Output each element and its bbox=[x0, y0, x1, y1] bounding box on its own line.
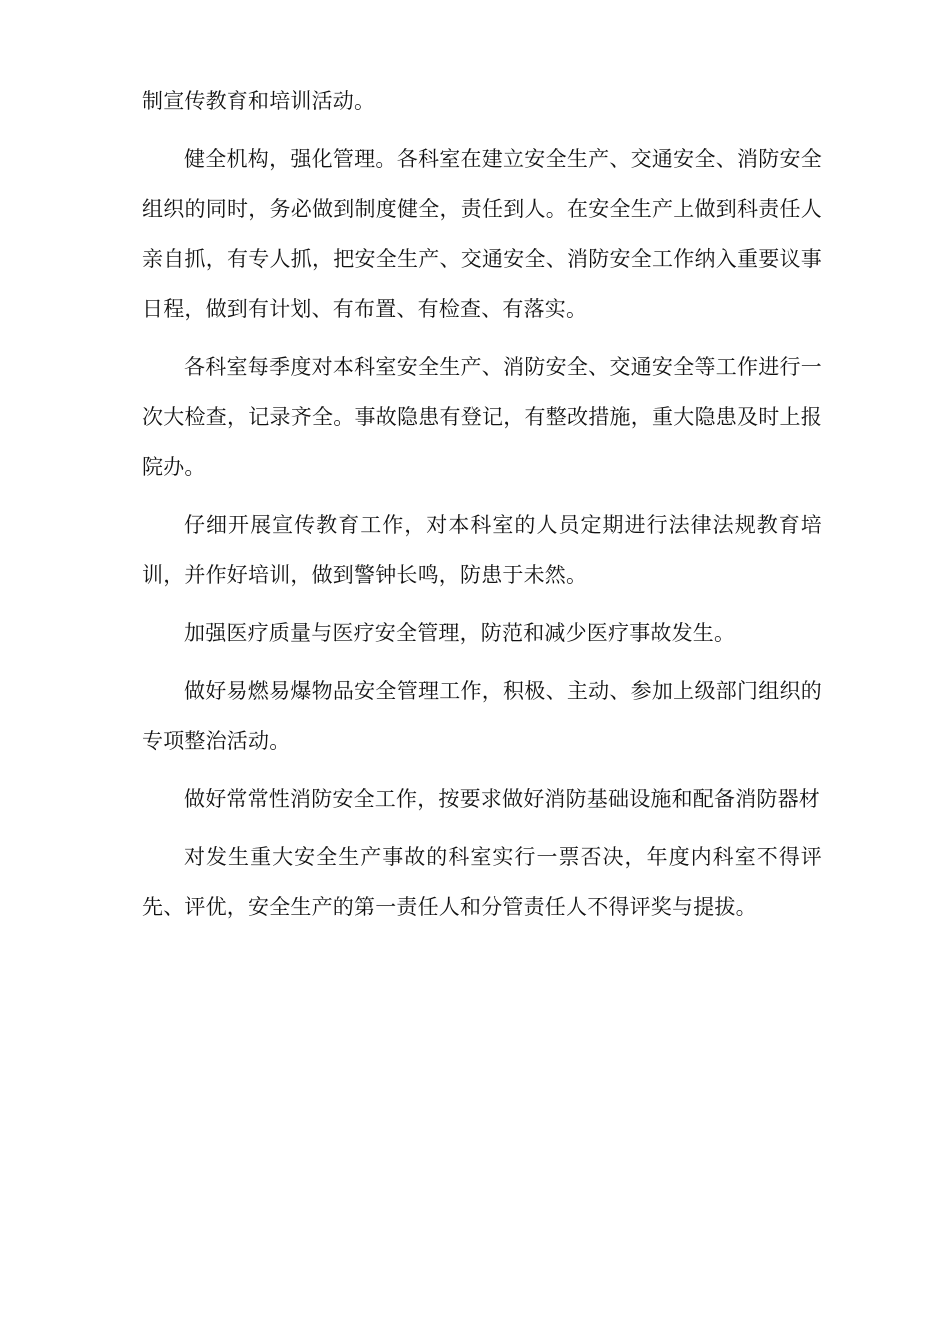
paragraph-2: 健全机构，强化管理。各科室在建立安全生产、交通安全、消防安全组织的同时，务必做到制度健全，责任到人。在安全生产上做到科责任人亲自抓，有专人抓，把安全生产、交通安全、消防安全工作纳入重要议事日程，做到有计划、有布置、有检查、有落实。 bbox=[142, 147, 822, 321]
paragraph-7: 做好常常性消防安全工作，按要求做好消防基础设施和配备消防器材 bbox=[184, 787, 820, 811]
paragraph-1: 制宣传教育和培训活动。 bbox=[142, 89, 376, 113]
document-page bbox=[142, 76, 822, 940]
paragraph-8: 对发生重大安全生产事故的科室实行一票否决，年度内科室不得评先、评优，安全生产的第一责任人和分管责任人不得评奖与提拔。 bbox=[142, 845, 822, 919]
paragraph-4: 仔细开展宣传教育工作，对本科室的人员定期进行法律法规教育培训，并作好培训，做到警钟长鸣，防患于未然。 bbox=[142, 513, 822, 587]
paragraph-3: 各科室每季度对本科室安全生产、消防安全、交通安全等工作进行一次大检查，记录齐全。事故隐患有登记，有整改措施，重大隐患及时上报院办。 bbox=[142, 355, 822, 479]
paragraph-5: 加强医疗质量与医疗安全管理，防范和减少医疗事故发生。 bbox=[184, 621, 736, 645]
paragraph-6: 做好易燃易爆物品安全管理工作，积极、主动、参加上级部门组织的专项整治活动。 bbox=[142, 679, 822, 753]
